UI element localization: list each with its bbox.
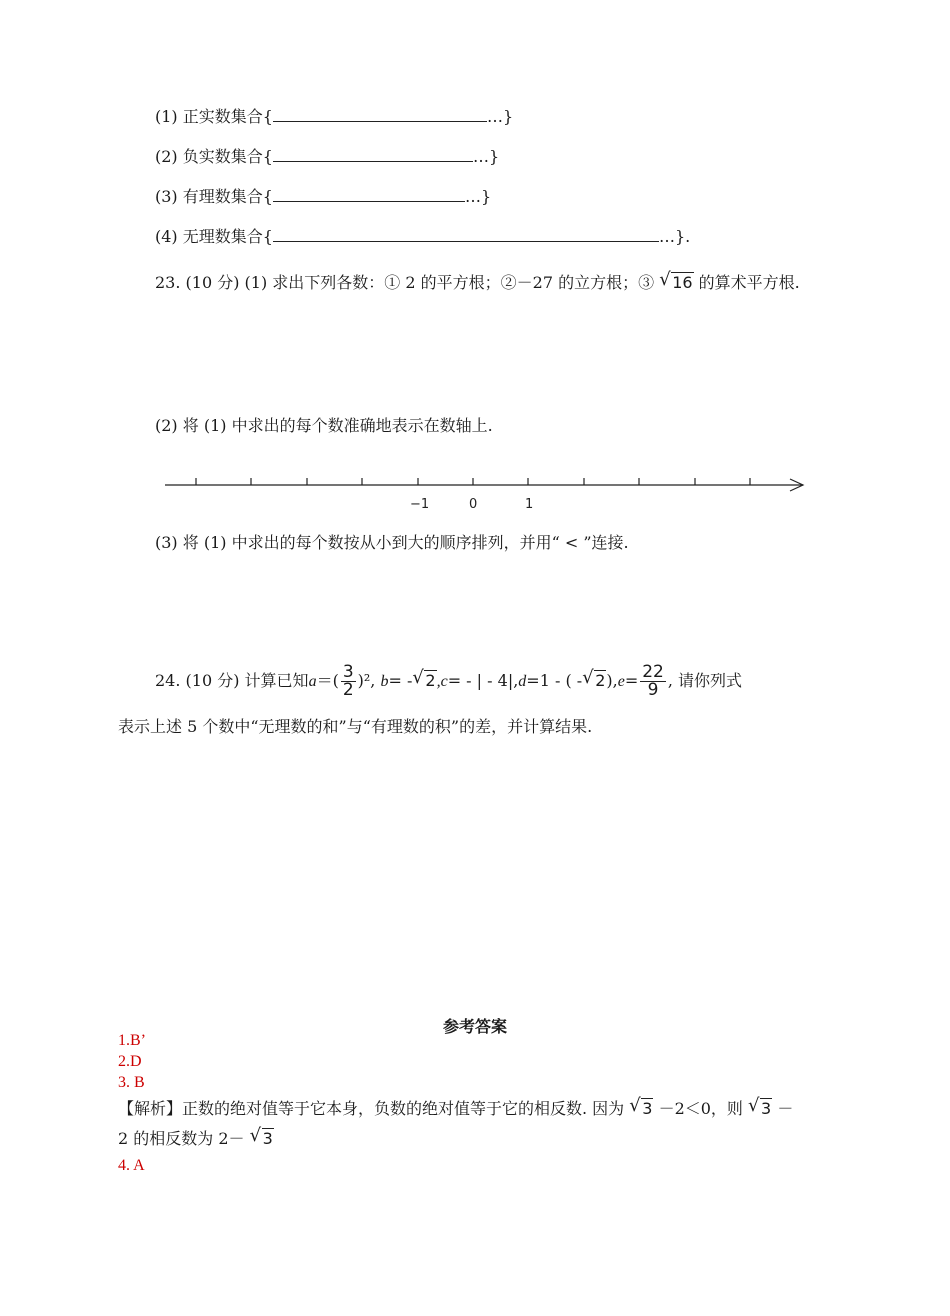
sqrt-3: √ 3 [748,1095,772,1118]
answer-blank[interactable] [273,187,465,202]
set-end: …} [486,107,514,126]
tick-label-neg1: −1 [410,497,430,512]
q24-line2: 表示上述 5 个数中“无理数的和”与“有理数的积”的差，并计算结果. [118,717,593,736]
number-line [160,470,820,520]
set-positive-reals [155,106,513,128]
fraction-3-2: $\frac{3}{2}$ [342,662,354,700]
q24-line1: 24. (10 分) 计算已知a＝( $\frac{3}{2}$ )², b= - √ 2,c= - | - 4|,d=1 - ( - √ 2),e= $\frac{22}{9}$ , 请你列式 [155,662,743,700]
answer-blank[interactable] [273,227,659,242]
set-label: (3) 有理数集合{ [155,187,273,206]
answer-blank[interactable] [273,107,487,122]
radical-icon: √ [582,667,594,688]
fraction-22-9: $\frac{22}{9}$ [642,662,664,700]
answer-1: 1.B’ [118,1032,146,1049]
answer-3-explanation-cont: 2 的相反数为 2－ √ 3 [118,1127,274,1151]
set-irrationals [155,226,690,248]
tick-label-0: 0 [469,497,478,512]
sqrt-16: √ 16 [659,269,693,292]
radical-icon: √ [659,269,671,290]
set-end: …}. [658,227,691,246]
radical-icon: √ [748,1095,760,1116]
radical-icon: √ [629,1095,641,1116]
answer-blank[interactable] [273,147,473,162]
set-end: …} [464,187,492,206]
set-label: (1) 正实数集合{ [155,107,273,126]
q23-part1 [155,269,800,294]
answer-3-explanation: 【解析】正数的绝对值等于它本身，负数的绝对值等于它的相反数. 因为 √ 3 －2＜0，则 √ 3 － [118,1097,793,1121]
answers-title: 参考答案 [442,1017,507,1036]
set-negative-reals [155,146,499,168]
sqrt-2: √ 2 [582,666,606,696]
set-label: (4) 无理数集合{ [155,227,273,246]
sqrt-3: √ 3 [249,1125,273,1148]
radical-icon: √ [412,667,424,688]
set-rationals [155,186,491,208]
answer-2: 2.D [118,1053,142,1070]
q23-text-end: 的算术平方根. [698,273,800,292]
radical-icon: √ [249,1125,262,1146]
set-label: (2) 负实数集合{ [155,147,273,166]
answer-3: 3. B [118,1074,145,1091]
answer-4: 4. A [118,1157,145,1174]
sqrt-2: √ 2 [412,666,436,696]
q23-text: 23. (10 分) (1) 求出下列各数：① 2 的平方根；②－27 的立方根；③ [155,273,655,292]
q23-part2: (2) 将 (1) 中求出的每个数准确地表示在数轴上. [155,416,493,435]
sqrt-3: √ 3 [629,1095,653,1118]
set-end: …} [472,147,500,166]
tick-label-1: 1 [525,497,534,512]
q23-part3: (3) 将 (1) 中求出的每个数按从小到大的顺序排列，并用“ < ”连接. [155,533,629,552]
